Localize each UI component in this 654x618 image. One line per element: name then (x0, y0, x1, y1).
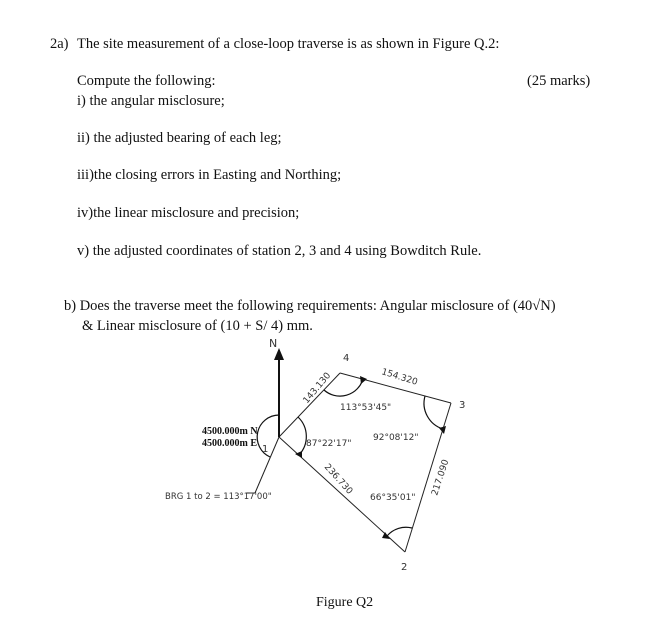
figure-caption: Figure Q2 (316, 595, 374, 610)
angle-4-label: 113°53'45" (340, 403, 392, 413)
distance-1-4: 143.130 (301, 370, 334, 406)
part-b-line-2: & Linear misclosure of (10 + S/ 4) mm. (82, 318, 313, 334)
question-item-5: v) the adjusted coordinates of station 2, 3 and 4 using Bowditch Rule. (77, 243, 482, 259)
angle-1-label: 87°22'17" (306, 439, 352, 449)
coord-northing: 4500.000m N (202, 426, 258, 437)
angle-arc-3 (424, 396, 443, 429)
angle-arc-4 (324, 379, 363, 396)
distance-2-1: 236.730 (321, 462, 355, 497)
question-item-1: i) the angular misclosure; (77, 93, 225, 109)
compute-heading: Compute the following: (77, 73, 216, 89)
question-item-2: ii) the adjusted bearing of each leg; (77, 130, 282, 146)
north-label: N (269, 337, 278, 350)
part-a-label: 2a) (50, 36, 69, 52)
distance-4-3: 154.320 (380, 367, 419, 388)
bearing-label: BRG 1 to 2 = 113°17'00" (165, 492, 272, 502)
marks: (25 marks) (527, 73, 591, 89)
traverse-polygon (246, 370, 451, 552)
angle-arc-1 (298, 417, 306, 455)
question-item-4: iv)the linear misclosure and precision; (77, 205, 300, 221)
distance-3-2: 217.090 (430, 458, 452, 497)
station-4-label: 4 (343, 353, 350, 364)
coord-easting: 4500.000m E (202, 438, 257, 449)
station-3-label: 3 (459, 400, 466, 411)
north-arrow (274, 348, 284, 437)
station-1-label: 1 (262, 444, 269, 455)
arc-arrowheads (295, 376, 446, 539)
part-b-line-1: b) Does the traverse meet the following requirements: Angular misclosure of (40√N) (64, 298, 556, 314)
angle-arc-2 (387, 527, 412, 536)
angle-3-label: 92°08'12" (373, 433, 419, 443)
station-2-label: 2 (401, 562, 408, 573)
question-item-3: iii)the closing errors in Easting and Northing; (77, 167, 342, 183)
question-intro: The site measurement of a close-loop traverse is as shown in Figure Q.2: (77, 36, 500, 52)
angle-2-label: 66°35'01" (370, 493, 416, 503)
